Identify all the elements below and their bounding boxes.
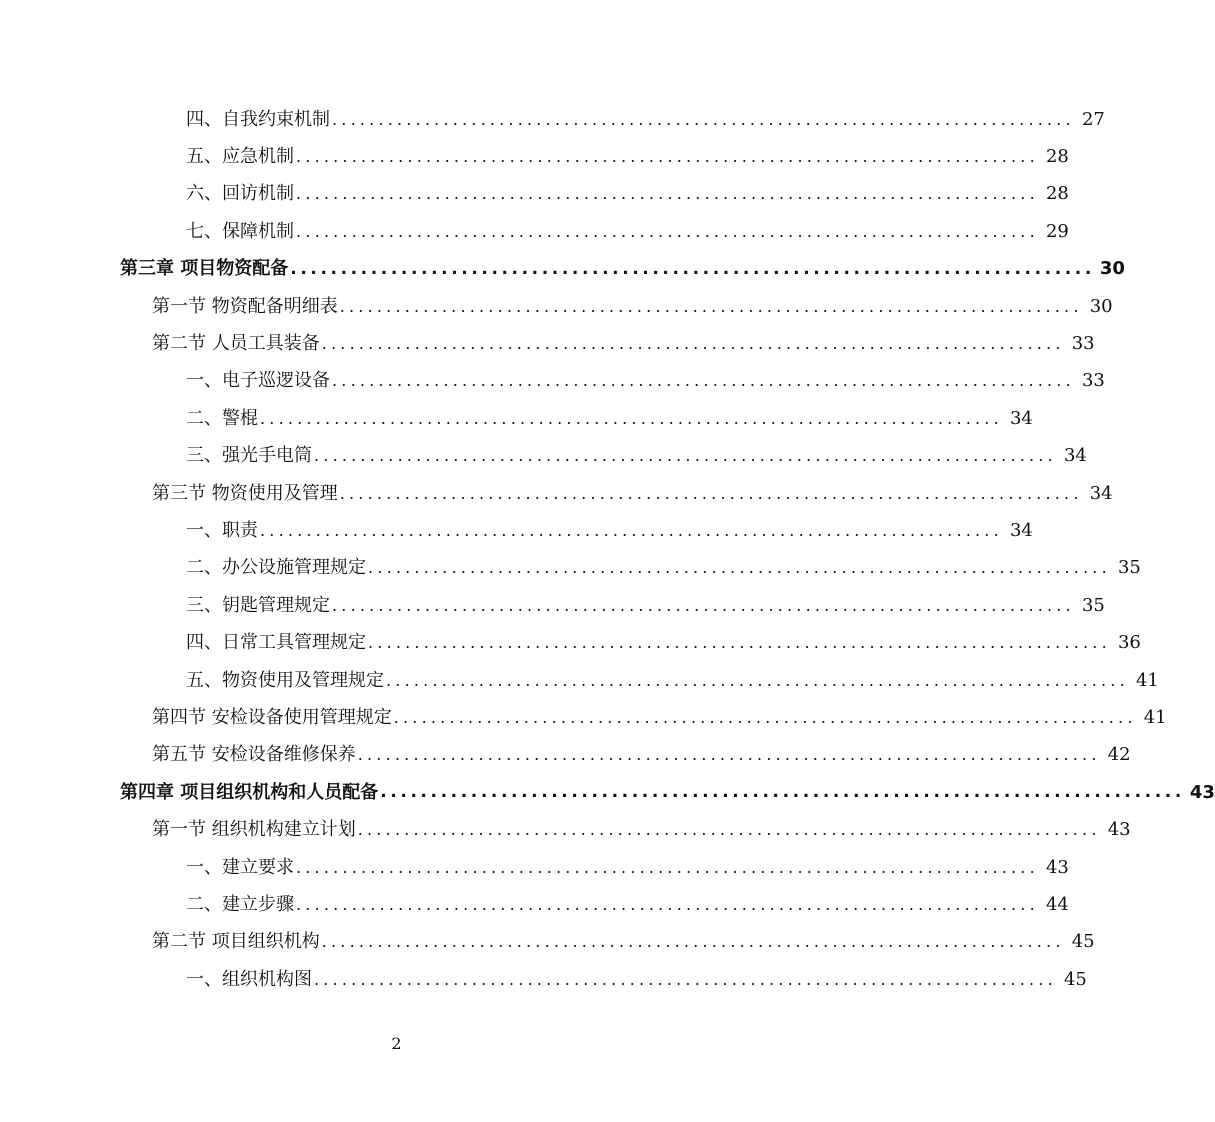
toc-dot-leader: ................................................................................ bbox=[314, 446, 1057, 466]
toc-entry bbox=[0, 400, 1033, 437]
toc-entry-page: 28 bbox=[1045, 183, 1069, 205]
toc-entry-label: 三、强光手电筒 bbox=[186, 445, 312, 467]
toc-entry-label: 第一节 物资配备明细表 bbox=[152, 295, 338, 317]
toc-entry-page: 30 bbox=[1099, 258, 1125, 280]
toc-entry-page: 33 bbox=[1081, 370, 1105, 392]
toc-entry-label: 七、保障机制 bbox=[186, 220, 294, 242]
toc-entry-label: 第四节 安检设备使用管理规定 bbox=[152, 706, 392, 728]
toc-entry bbox=[0, 811, 1131, 848]
toc-entry bbox=[0, 176, 1069, 213]
toc-dot-leader: ................................................................................ bbox=[296, 184, 1039, 204]
toc-entry-page: 28 bbox=[1045, 146, 1069, 168]
toc-entry bbox=[0, 550, 1141, 587]
toc-entry bbox=[0, 924, 1095, 961]
toc-entry-label: 第五节 安检设备维修保养 bbox=[152, 744, 356, 766]
toc-entry-label: 第三节 物资使用及管理 bbox=[152, 482, 338, 504]
toc-entry bbox=[0, 363, 1105, 400]
toc-entry-page: 43 bbox=[1107, 819, 1131, 841]
toc-entry bbox=[0, 849, 1069, 886]
toc-dot-leader: ................................................................................ bbox=[296, 221, 1039, 241]
toc-entry-page: 30 bbox=[1089, 295, 1113, 317]
toc-entry bbox=[0, 288, 1113, 325]
toc-dot-leader: ................................................................................ bbox=[260, 408, 1003, 428]
toc-entry-label: 一、职责 bbox=[186, 519, 258, 541]
toc-dot-leader: ................................................................................ bbox=[314, 969, 1057, 989]
toc-entry-label: 第一节 组织机构建立计划 bbox=[152, 819, 356, 841]
toc-dot-leader: ................................................................................ bbox=[332, 595, 1075, 615]
toc-entry bbox=[0, 325, 1095, 362]
toc-entry-page: 36 bbox=[1117, 632, 1141, 654]
toc-dot-leader: ................................................................................ bbox=[386, 670, 1129, 690]
toc-entry-label: 一、建立要求 bbox=[186, 856, 294, 878]
toc-dot-leader: ................................................................................ bbox=[393, 707, 1137, 727]
toc-dot-leader: ................................................................................ bbox=[332, 109, 1075, 129]
toc-entry bbox=[0, 624, 1141, 661]
toc-dot-leader: ................................................................................ bbox=[368, 558, 1111, 578]
toc-entry-page: 43 bbox=[1045, 856, 1069, 878]
toc-entry bbox=[0, 737, 1131, 774]
toc-entry-page: 34 bbox=[1063, 445, 1087, 467]
toc-dot-leader: ................................................................................ bbox=[380, 782, 1185, 803]
toc-entry bbox=[0, 438, 1087, 475]
toc-entry bbox=[0, 699, 1167, 736]
toc-entry bbox=[0, 213, 1069, 250]
toc-entry-page: 34 bbox=[1009, 519, 1033, 541]
toc-entry-label: 五、应急机制 bbox=[186, 146, 294, 168]
toc-entry-page: 27 bbox=[1081, 108, 1105, 130]
toc-entry bbox=[0, 138, 1069, 175]
toc-entry-page: 35 bbox=[1081, 594, 1105, 616]
toc-entry-page: 34 bbox=[1089, 482, 1113, 504]
toc-entry-label: 二、警棍 bbox=[186, 407, 258, 429]
toc-dot-leader: ................................................................................ bbox=[321, 932, 1065, 952]
toc-dot-leader: ................................................................................ bbox=[368, 633, 1111, 653]
toc-entry-page: 41 bbox=[1135, 669, 1159, 691]
toc-entry-page: 34 bbox=[1009, 407, 1033, 429]
toc-dot-leader: ................................................................................ bbox=[357, 745, 1101, 765]
toc-entry-page: 43 bbox=[1189, 781, 1215, 803]
toc-entry-label: 一、电子巡逻设备 bbox=[186, 370, 330, 392]
toc-entry-label: 三、钥匙管理规定 bbox=[186, 594, 330, 616]
toc-entry-label: 第三章 项目物资配备 bbox=[120, 258, 289, 280]
toc-entry-label: 二、办公设施管理规定 bbox=[186, 557, 366, 579]
toc-entry-page: 33 bbox=[1071, 333, 1095, 355]
toc-entry bbox=[0, 587, 1105, 624]
toc-entry-page: 44 bbox=[1045, 893, 1069, 915]
toc-entry-page: 41 bbox=[1143, 706, 1167, 728]
page-number: 2 bbox=[391, 1034, 402, 1053]
toc-dot-leader: ................................................................................ bbox=[296, 894, 1039, 914]
toc-dot-leader: ................................................................................ bbox=[290, 258, 1095, 279]
toc-entry bbox=[0, 101, 1105, 138]
toc-entry-page: 35 bbox=[1117, 557, 1141, 579]
toc-entry-label: 五、物资使用及管理规定 bbox=[186, 669, 384, 691]
toc-entry bbox=[0, 961, 1087, 998]
toc-dot-leader: ................................................................................ bbox=[357, 820, 1101, 840]
toc-entry bbox=[0, 475, 1113, 512]
toc-entry-label: 第二节 项目组织机构 bbox=[152, 931, 320, 953]
toc-dot-leader: ................................................................................ bbox=[339, 296, 1083, 316]
toc-entry-label: 第二节 人员工具装备 bbox=[152, 333, 320, 355]
toc-dot-leader: ................................................................................ bbox=[260, 520, 1003, 540]
toc-entry bbox=[0, 774, 1215, 811]
toc-entry-page: 42 bbox=[1107, 744, 1131, 766]
toc-entry bbox=[0, 662, 1159, 699]
toc-entry-page: 45 bbox=[1063, 968, 1087, 990]
table-of-contents bbox=[0, 101, 1215, 998]
toc-entry-label: 第四章 项目组织机构和人员配备 bbox=[120, 781, 379, 803]
toc-entry-label: 四、日常工具管理规定 bbox=[186, 632, 366, 654]
toc-dot-leader: ................................................................................ bbox=[296, 857, 1039, 877]
toc-dot-leader: ................................................................................ bbox=[296, 147, 1039, 167]
toc-entry-page: 45 bbox=[1071, 931, 1095, 953]
toc-dot-leader: ................................................................................ bbox=[332, 371, 1075, 391]
toc-entry-label: 四、自我约束机制 bbox=[186, 108, 330, 130]
toc-entry-label: 二、建立步骤 bbox=[186, 893, 294, 915]
toc-entry bbox=[0, 251, 1125, 288]
toc-dot-leader: ................................................................................ bbox=[321, 334, 1065, 354]
toc-entry-label: 六、回访机制 bbox=[186, 183, 294, 205]
toc-entry bbox=[0, 512, 1033, 549]
toc-entry-page: 29 bbox=[1045, 220, 1069, 242]
toc-dot-leader: ................................................................................ bbox=[339, 483, 1083, 503]
toc-entry bbox=[0, 886, 1069, 923]
toc-entry-label: 一、组织机构图 bbox=[186, 968, 312, 990]
